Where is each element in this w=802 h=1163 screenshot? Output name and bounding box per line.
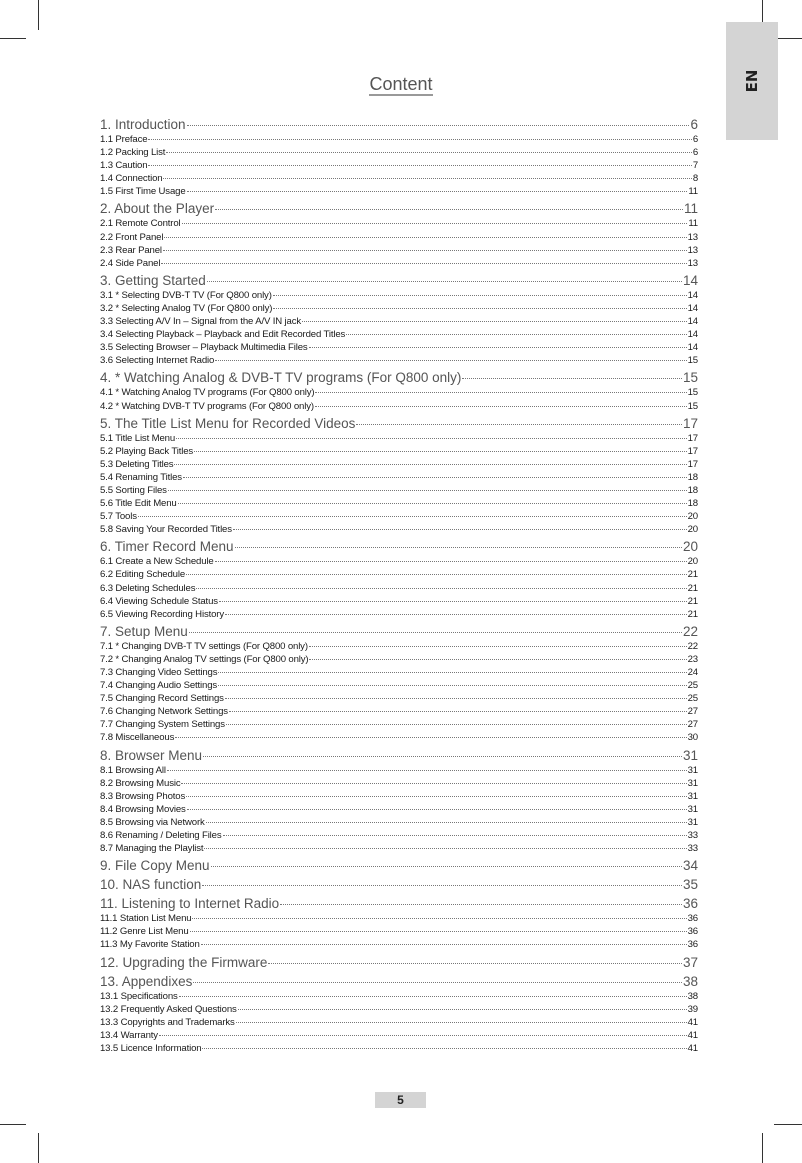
toc-page-number: 11	[688, 218, 698, 230]
toc-section[interactable]	[100, 925, 698, 938]
toc-page-number: 11	[688, 186, 698, 198]
dot-leader	[273, 308, 686, 309]
dot-leader	[148, 165, 691, 166]
dot-leader	[211, 866, 682, 867]
toc-label: 7.7 Changing System Settings	[100, 719, 225, 731]
toc-page-number: 6	[692, 134, 698, 145]
toc-section[interactable]	[100, 328, 698, 341]
toc-page-number: 25	[687, 680, 698, 692]
toc-label: 3. Getting Started	[100, 272, 206, 288]
toc-section[interactable]	[100, 790, 698, 803]
toc-chapter[interactable]	[100, 370, 698, 386]
toc-chapter[interactable]	[100, 539, 698, 555]
toc-label: 2.1 Remote Control	[100, 218, 181, 230]
toc-page-number: 31	[687, 764, 698, 776]
toc-section[interactable]	[100, 816, 698, 829]
toc-chapter[interactable]	[100, 273, 698, 289]
toc-section[interactable]	[100, 458, 698, 471]
toc-page-number: 18	[687, 498, 698, 510]
toc-label: 6. Timer Record Menu	[100, 539, 234, 555]
toc-section[interactable]	[100, 484, 698, 497]
toc-section[interactable]	[100, 354, 698, 367]
toc-section[interactable]	[100, 731, 698, 744]
dot-leader	[176, 438, 687, 439]
toc-page-number: 31	[687, 803, 698, 815]
toc-section[interactable]	[100, 595, 698, 608]
toc-chapter[interactable]	[100, 416, 698, 432]
toc-page-number: 22	[682, 623, 698, 639]
page-title	[0, 74, 802, 95]
toc-chapter[interactable]	[100, 877, 698, 893]
toc-page-number: 13	[687, 231, 698, 243]
toc-label: 11. Listening to Internet Radio	[100, 896, 280, 912]
toc-label: 5.7 Tools	[100, 511, 137, 523]
toc-page-number: 27	[687, 719, 698, 731]
toc-page-number: 15	[687, 400, 698, 412]
toc-page-number: 17	[687, 432, 698, 444]
toc-page-number: 38	[687, 990, 698, 1002]
toc-page-number: 18	[687, 484, 698, 496]
toc-page-number: 39	[687, 1003, 698, 1015]
toc-label: 1. Introduction	[100, 117, 186, 132]
toc-label: 9. File Copy Menu	[100, 858, 210, 874]
dot-leader	[163, 178, 691, 179]
dot-leader	[280, 904, 682, 905]
dot-leader	[194, 451, 687, 452]
toc-section[interactable]	[100, 568, 698, 581]
dot-leader	[207, 281, 682, 282]
toc-section[interactable]	[100, 231, 698, 244]
toc-section[interactable]	[100, 666, 698, 679]
toc-section[interactable]	[100, 1029, 698, 1042]
dot-leader	[166, 152, 691, 153]
dot-leader	[187, 191, 688, 192]
toc-label: 6.4 Viewing Schedule Status	[100, 595, 218, 607]
toc-label: 8.7 Managing the Playlist	[100, 843, 204, 855]
toc-label: 1.1 Preface	[100, 134, 148, 145]
dot-leader	[204, 848, 686, 849]
toc-label: 6.2 Editing Schedule	[100, 569, 186, 581]
dot-leader	[201, 944, 687, 945]
dot-leader	[215, 561, 687, 562]
toc-label: 3.4 Selecting Playback – Playback and Edit Recorded Titles	[100, 329, 346, 341]
toc-chapter[interactable]	[100, 858, 698, 874]
toc-label: 13. Appendixes	[100, 973, 193, 989]
toc-label: 2.2 Front Panel	[100, 231, 164, 243]
dot-leader	[168, 490, 687, 491]
dot-leader	[268, 963, 682, 964]
dot-leader	[189, 632, 682, 633]
dot-leader	[462, 378, 682, 379]
crop-mark	[38, 0, 39, 30]
toc-page-number: 31	[687, 790, 698, 802]
toc-label: 4.1 * Watching Analog TV programs (For Q800 only)	[100, 387, 315, 399]
toc-section[interactable]	[100, 692, 698, 705]
toc-section[interactable]	[100, 386, 698, 399]
toc-page-number: 22	[687, 640, 698, 652]
toc-section[interactable]	[100, 938, 698, 951]
toc-label: 8.2 Browsing Music	[100, 777, 181, 789]
toc-label: 6.1 Create a New Schedule	[100, 556, 214, 568]
toc-page-number: 41	[687, 1029, 698, 1041]
toc-section[interactable]	[100, 445, 698, 458]
toc-section[interactable]	[100, 1003, 698, 1016]
dot-leader	[164, 237, 686, 238]
dot-leader	[215, 209, 683, 210]
dot-leader	[178, 503, 687, 504]
toc-section[interactable]	[100, 1042, 698, 1055]
dot-leader	[226, 724, 687, 725]
toc-section[interactable]	[100, 172, 698, 185]
toc-page-number: 18	[687, 471, 698, 483]
toc-page-number: 21	[687, 608, 698, 620]
toc-label: 4.2 * Watching DVB-T TV programs (For Q800 only)	[100, 400, 314, 412]
toc-page-number: 33	[687, 843, 698, 855]
toc-page-number: 17	[687, 445, 698, 457]
toc-section[interactable]	[100, 705, 698, 718]
dot-leader	[186, 574, 687, 575]
toc-section[interactable]	[100, 244, 698, 257]
toc-chapter[interactable]	[100, 201, 698, 217]
toc-section[interactable]	[100, 217, 698, 230]
dot-leader	[167, 770, 687, 771]
toc-section[interactable]	[100, 400, 698, 413]
dot-leader	[182, 223, 688, 224]
dot-leader	[203, 756, 682, 757]
dot-leader	[159, 1035, 687, 1036]
crop-mark	[38, 1133, 39, 1163]
toc-page-number: 36	[682, 896, 698, 912]
toc-section[interactable]	[100, 159, 698, 172]
toc-page-number: 14	[682, 272, 698, 288]
dot-leader	[273, 295, 687, 296]
toc-section[interactable]	[100, 803, 698, 816]
toc-page-number: 14	[687, 342, 698, 354]
toc-section[interactable]	[100, 608, 698, 621]
dot-leader	[223, 835, 687, 836]
dot-leader	[309, 347, 687, 348]
toc-label: 3.1 * Selecting DVB-T TV (For Q800 only)	[100, 289, 272, 301]
dot-leader	[187, 809, 687, 810]
toc-label: 11.3 My Favorite Station	[100, 939, 200, 951]
toc-page-number: 13	[687, 244, 698, 256]
dot-leader	[202, 1048, 686, 1049]
dot-leader	[190, 931, 687, 932]
toc-section[interactable]	[100, 341, 698, 354]
toc-page-number: 23	[687, 653, 698, 665]
toc-label: 5.6 Title Edit Menu	[100, 498, 177, 510]
toc-section[interactable]	[100, 257, 698, 270]
toc-page-number: 41	[687, 1016, 698, 1028]
toc-label: 3.2 * Selecting Analog TV (For Q800 only)	[100, 302, 273, 314]
toc-page-number: 14	[687, 329, 698, 341]
toc-label: 7.6 Changing Network Settings	[100, 706, 228, 718]
toc-label: 6.3 Deleting Schedules	[100, 582, 196, 594]
toc-page-number: 20	[687, 524, 698, 536]
toc-section[interactable]	[100, 777, 698, 790]
toc-label: 6.5 Viewing Recording History	[100, 608, 224, 620]
toc-label: 7.3 Changing Video Settings	[100, 667, 218, 678]
toc-label: 2.4 Side Panel	[100, 257, 161, 269]
toc-label: 5.2 Playing Back Titles	[100, 445, 194, 457]
toc-label: 1.2 Packing List	[100, 147, 166, 159]
page-title-text: Content	[369, 74, 433, 94]
table-of-contents	[100, 114, 698, 1055]
dot-leader	[225, 614, 687, 615]
toc-label: 5. The Title List Menu for Recorded Videos	[100, 415, 356, 431]
dot-leader	[218, 672, 686, 673]
toc-label: 5.5 Sorting Files	[100, 484, 167, 496]
dot-leader	[187, 125, 690, 126]
toc-page-number: 15	[682, 370, 698, 386]
toc-label: 7. Setup Menu	[100, 623, 188, 639]
toc-section[interactable]	[100, 1016, 698, 1029]
dot-leader	[179, 996, 687, 997]
toc-chapter[interactable]	[100, 748, 698, 764]
toc-label: 13.2 Frequently Asked Questions	[100, 1003, 237, 1015]
crop-mark	[0, 38, 26, 39]
toc-page-number: 20	[687, 511, 698, 523]
toc-label: 8.1 Browsing All	[100, 764, 166, 776]
toc-page-number: 25	[687, 693, 698, 705]
toc-section[interactable]	[100, 829, 698, 842]
toc-label: 13.5 Licence Information	[100, 1042, 202, 1054]
toc-label: 2.3 Rear Panel	[100, 244, 162, 256]
toc-section[interactable]	[100, 842, 698, 855]
dot-leader	[238, 1009, 687, 1010]
toc-section[interactable]	[100, 555, 698, 568]
toc-label: 4. * Watching Analog & DVB-T TV programs (For Q800 only)	[100, 370, 462, 386]
toc-page-number: 6	[690, 117, 698, 132]
toc-page-number: 13	[687, 257, 698, 269]
toc-page-number: 17	[682, 415, 698, 431]
toc-page-number: 24	[687, 667, 698, 678]
toc-page-number: 15	[687, 387, 698, 399]
toc-label: 3.5 Selecting Browser – Playback Multimedia Files	[100, 342, 308, 354]
dot-leader	[163, 250, 687, 251]
toc-label: 8.4 Browsing Movies	[100, 803, 186, 815]
toc-section[interactable]	[100, 523, 698, 536]
toc-chapter[interactable]	[100, 624, 698, 640]
toc-page-number: 31	[687, 816, 698, 828]
toc-page-number: 20	[687, 556, 698, 568]
toc-label: 8. Browser Menu	[100, 747, 203, 763]
toc-section[interactable]	[100, 497, 698, 510]
dot-leader	[219, 601, 687, 602]
page-number: 5	[375, 1092, 426, 1108]
toc-label: 2. About the Player	[100, 201, 215, 217]
toc-section[interactable]	[100, 133, 698, 146]
toc-page-number: 31	[687, 777, 698, 789]
dot-leader	[356, 424, 682, 425]
toc-section[interactable]	[100, 640, 698, 653]
dot-leader	[148, 139, 691, 140]
dot-leader	[174, 464, 686, 465]
toc-section[interactable]	[100, 679, 698, 692]
toc-page-number: 21	[687, 582, 698, 594]
toc-page-number: 31	[682, 747, 698, 763]
dot-leader	[202, 885, 682, 886]
toc-label: 10. NAS function	[100, 877, 202, 893]
toc-section[interactable]	[100, 302, 698, 315]
dot-leader	[236, 1022, 687, 1023]
toc-label: 5.1 Title List Menu	[100, 432, 176, 444]
crop-mark	[0, 1124, 26, 1125]
toc-label: 11.2 Genre List Menu	[100, 926, 189, 938]
toc-page-number: 38	[682, 973, 698, 989]
toc-section[interactable]	[100, 582, 698, 595]
dot-leader	[215, 360, 686, 361]
crop-mark	[762, 1133, 763, 1163]
toc-page-number: 20	[682, 539, 698, 555]
toc-page-number: 21	[687, 595, 698, 607]
dot-leader	[309, 659, 686, 660]
dot-leader	[309, 646, 687, 647]
toc-label: 8.6 Renaming / Deleting Files	[100, 830, 222, 842]
dot-leader	[161, 263, 686, 264]
toc-section[interactable]	[100, 471, 698, 484]
toc-page-number: 14	[687, 316, 698, 328]
toc-section[interactable]	[100, 432, 698, 445]
dot-leader	[218, 685, 687, 686]
toc-page-number: 36	[687, 913, 698, 925]
toc-label: 13.3 Copyrights and Trademarks	[100, 1016, 235, 1028]
toc-label: 1.4 Connection	[100, 173, 163, 185]
toc-chapter[interactable]	[100, 117, 698, 133]
toc-section[interactable]	[100, 146, 698, 159]
toc-section[interactable]	[100, 185, 698, 198]
dot-leader	[175, 737, 686, 738]
dot-leader	[186, 796, 686, 797]
toc-page-number: 34	[682, 858, 698, 874]
dot-leader	[315, 406, 687, 407]
toc-section[interactable]	[100, 289, 698, 302]
toc-page-number: 6	[692, 147, 698, 159]
dot-leader	[192, 918, 686, 919]
toc-section[interactable]	[100, 653, 698, 666]
toc-page-number: 27	[687, 706, 698, 718]
toc-page-number: 15	[687, 355, 698, 367]
toc-label: 7.2 * Changing Analog TV settings (For Q800 only)	[100, 653, 309, 665]
toc-section[interactable]	[100, 315, 698, 328]
toc-label: 1.3 Caution	[100, 160, 148, 172]
toc-section[interactable]	[100, 912, 698, 925]
toc-page-number: 8	[692, 173, 698, 185]
dot-leader	[181, 783, 686, 784]
dot-leader	[315, 392, 686, 393]
toc-label: 1.5 First Time Usage	[100, 186, 186, 198]
dot-leader	[183, 477, 687, 478]
toc-page-number: 35	[682, 877, 698, 893]
dot-leader	[233, 529, 687, 530]
toc-page-number: 14	[687, 289, 698, 301]
toc-section[interactable]	[100, 990, 698, 1003]
toc-page-number: 33	[687, 830, 698, 842]
dot-leader	[346, 334, 686, 335]
crop-mark	[774, 38, 802, 39]
toc-label: 5.3 Deleting Titles	[100, 458, 174, 470]
toc-label: 3.6 Selecting Internet Radio	[100, 355, 215, 367]
toc-label: 13.4 Warranty	[100, 1029, 158, 1041]
dot-leader	[235, 547, 682, 548]
toc-label: 3.3 Selecting A/V In – Signal from the A/V IN jack	[100, 316, 302, 328]
toc-chapter[interactable]	[100, 896, 698, 912]
crop-mark	[774, 1124, 802, 1125]
toc-label: 5.8 Saving Your Recorded Titles	[100, 524, 232, 536]
toc-section[interactable]	[100, 718, 698, 731]
toc-page-number: 11	[683, 201, 698, 217]
toc-label: 8.5 Browsing via Network	[100, 816, 205, 828]
dot-leader	[196, 588, 686, 589]
toc-chapter[interactable]	[100, 955, 698, 971]
toc-page-number: 14	[687, 302, 698, 314]
toc-label: 8.3 Browsing Photos	[100, 790, 186, 802]
dot-leader	[225, 698, 687, 699]
toc-label: 13.1 Specifications	[100, 990, 178, 1002]
toc-page-number: 17	[687, 458, 698, 470]
toc-label: 12. Upgrading the Firmware	[100, 954, 268, 970]
toc-section[interactable]	[100, 510, 698, 523]
toc-label: 5.4 Renaming Titles	[100, 471, 182, 483]
dot-leader	[138, 516, 687, 517]
dot-leader	[206, 822, 687, 823]
toc-label: 7.5 Changing Record Settings	[100, 693, 224, 705]
toc-page-number: 36	[687, 926, 698, 938]
toc-page-number: 36	[687, 939, 698, 951]
dot-leader	[229, 711, 687, 712]
toc-page-number: 30	[687, 732, 698, 744]
toc-section[interactable]	[100, 764, 698, 777]
toc-label: 11.1 Station List Menu	[100, 913, 192, 925]
toc-label: 7.8 Miscellaneous	[100, 732, 175, 744]
toc-label: 7.1 * Changing DVB-T TV settings (For Q800 only)	[100, 640, 308, 652]
dot-leader	[193, 982, 682, 983]
toc-chapter[interactable]	[100, 974, 698, 990]
dot-leader	[302, 321, 687, 322]
toc-page-number: 41	[687, 1042, 698, 1054]
language-label: EN	[743, 69, 761, 93]
toc-page-number: 21	[687, 569, 698, 581]
toc-page-number: 7	[692, 160, 698, 172]
toc-page-number: 37	[682, 954, 698, 970]
toc-label: 7.4 Changing Audio Settings	[100, 680, 218, 692]
